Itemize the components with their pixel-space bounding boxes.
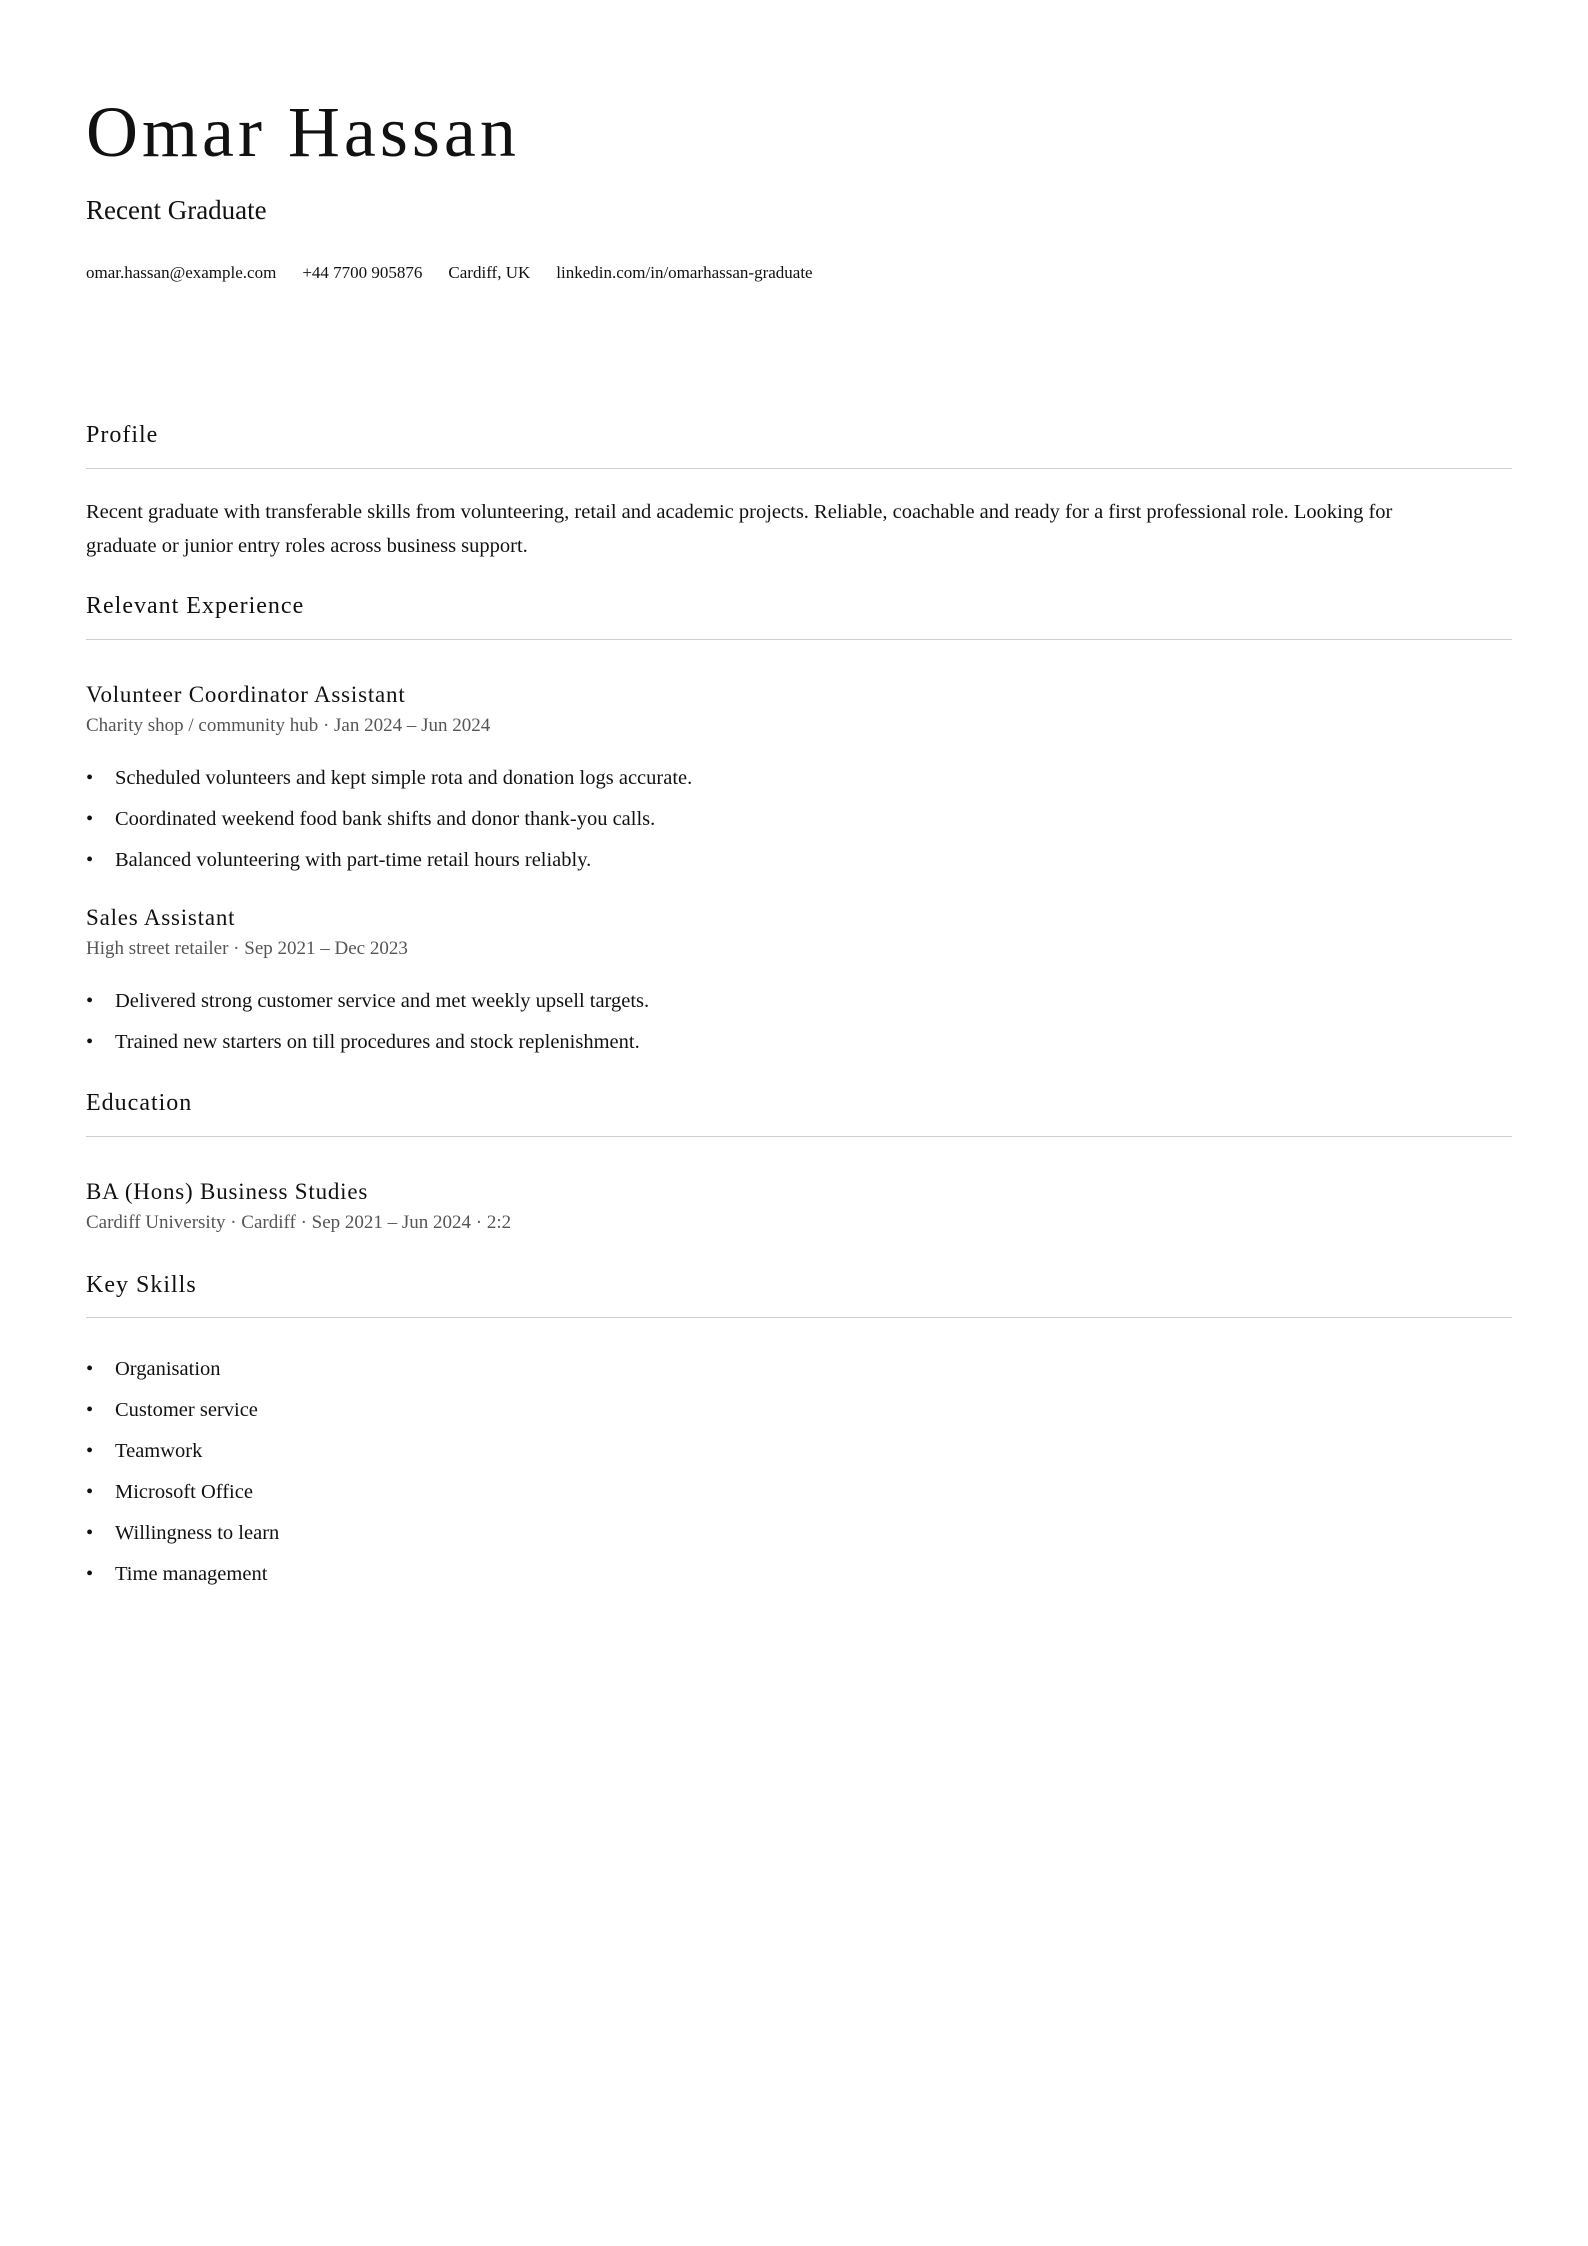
bullet-dot: • [86,767,94,789]
bullet-dot: • [86,849,94,871]
section-title-profile: Profile [86,422,159,448]
section-title-education: Education [86,1090,193,1116]
skill-text: Time management [115,1563,268,1585]
profile-summary-line: graduate or junior entry roles across business support. [86,535,528,557]
job-meta: High street retailer · Sep 2021 – Dec 2023 [86,938,408,959]
bullet-dot: • [86,1440,94,1462]
job-bullet-text: Balanced volunteering with part-time retail hours reliably. [115,849,592,871]
section-divider [86,1136,1512,1137]
contact-linkedin: linkedin.com/in/omarhassan-graduate [556,263,813,282]
job-bullet-text: Coordinated weekend food bank shifts and donor thank-you calls. [115,808,656,830]
skill-text: Teamwork [115,1440,203,1462]
bullet-dot: • [86,1481,94,1503]
job-bullet-text: Delivered strong customer service and met weekly upsell targets. [115,990,650,1012]
bullet-dot: • [86,1399,94,1421]
candidate-headline: Recent Graduate [86,195,267,225]
bullet-dot: • [86,1522,94,1544]
job-title: Sales Assistant [86,905,236,930]
bullet-dot: • [86,1358,94,1380]
job-meta: Charity shop / community hub · Jan 2024 – Jun 2024 [86,715,491,736]
section-divider [86,468,1512,469]
skill-text: Willingness to learn [115,1522,280,1544]
job-bullet-text: Scheduled volunteers and kept simple rota and donation logs accurate. [115,767,693,789]
skill-text: Customer service [115,1399,258,1421]
section-divider [86,639,1512,640]
contact-location: Cardiff, UK [448,263,531,282]
section-title-experience: Relevant Experience [86,593,305,619]
section-divider [86,1317,1512,1318]
bullet-dot: • [86,808,94,830]
skill-text: Microsoft Office [115,1481,253,1503]
section-title-skills: Key Skills [86,1272,197,1298]
contact-info [86,264,813,281]
candidate-name: Omar Hassan [86,92,520,172]
job-title: Volunteer Coordinator Assistant [86,682,406,707]
skill-text: Organisation [115,1358,221,1380]
bullet-dot: • [86,1031,94,1053]
contact-email: omar.hassan@example.com [86,263,277,282]
job-bullet-text: Trained new starters on till procedures and stock replenishment. [115,1031,640,1053]
education-meta: Cardiff University · Cardiff · Sep 2021 – Jun 2024 · 2:2 [86,1212,512,1233]
degree-title: BA (Hons) Business Studies [86,1179,369,1204]
contact-phone: +44 7700 905876 [302,263,423,282]
bullet-dot: • [86,990,94,1012]
profile-summary-line: Recent graduate with transferable skills from volunteering, retail and academic projects. Reliable, coachable and ready for a first professional role. Looking for [86,501,1393,523]
bullet-dot: • [86,1563,94,1585]
profile-summary [86,495,1512,563]
